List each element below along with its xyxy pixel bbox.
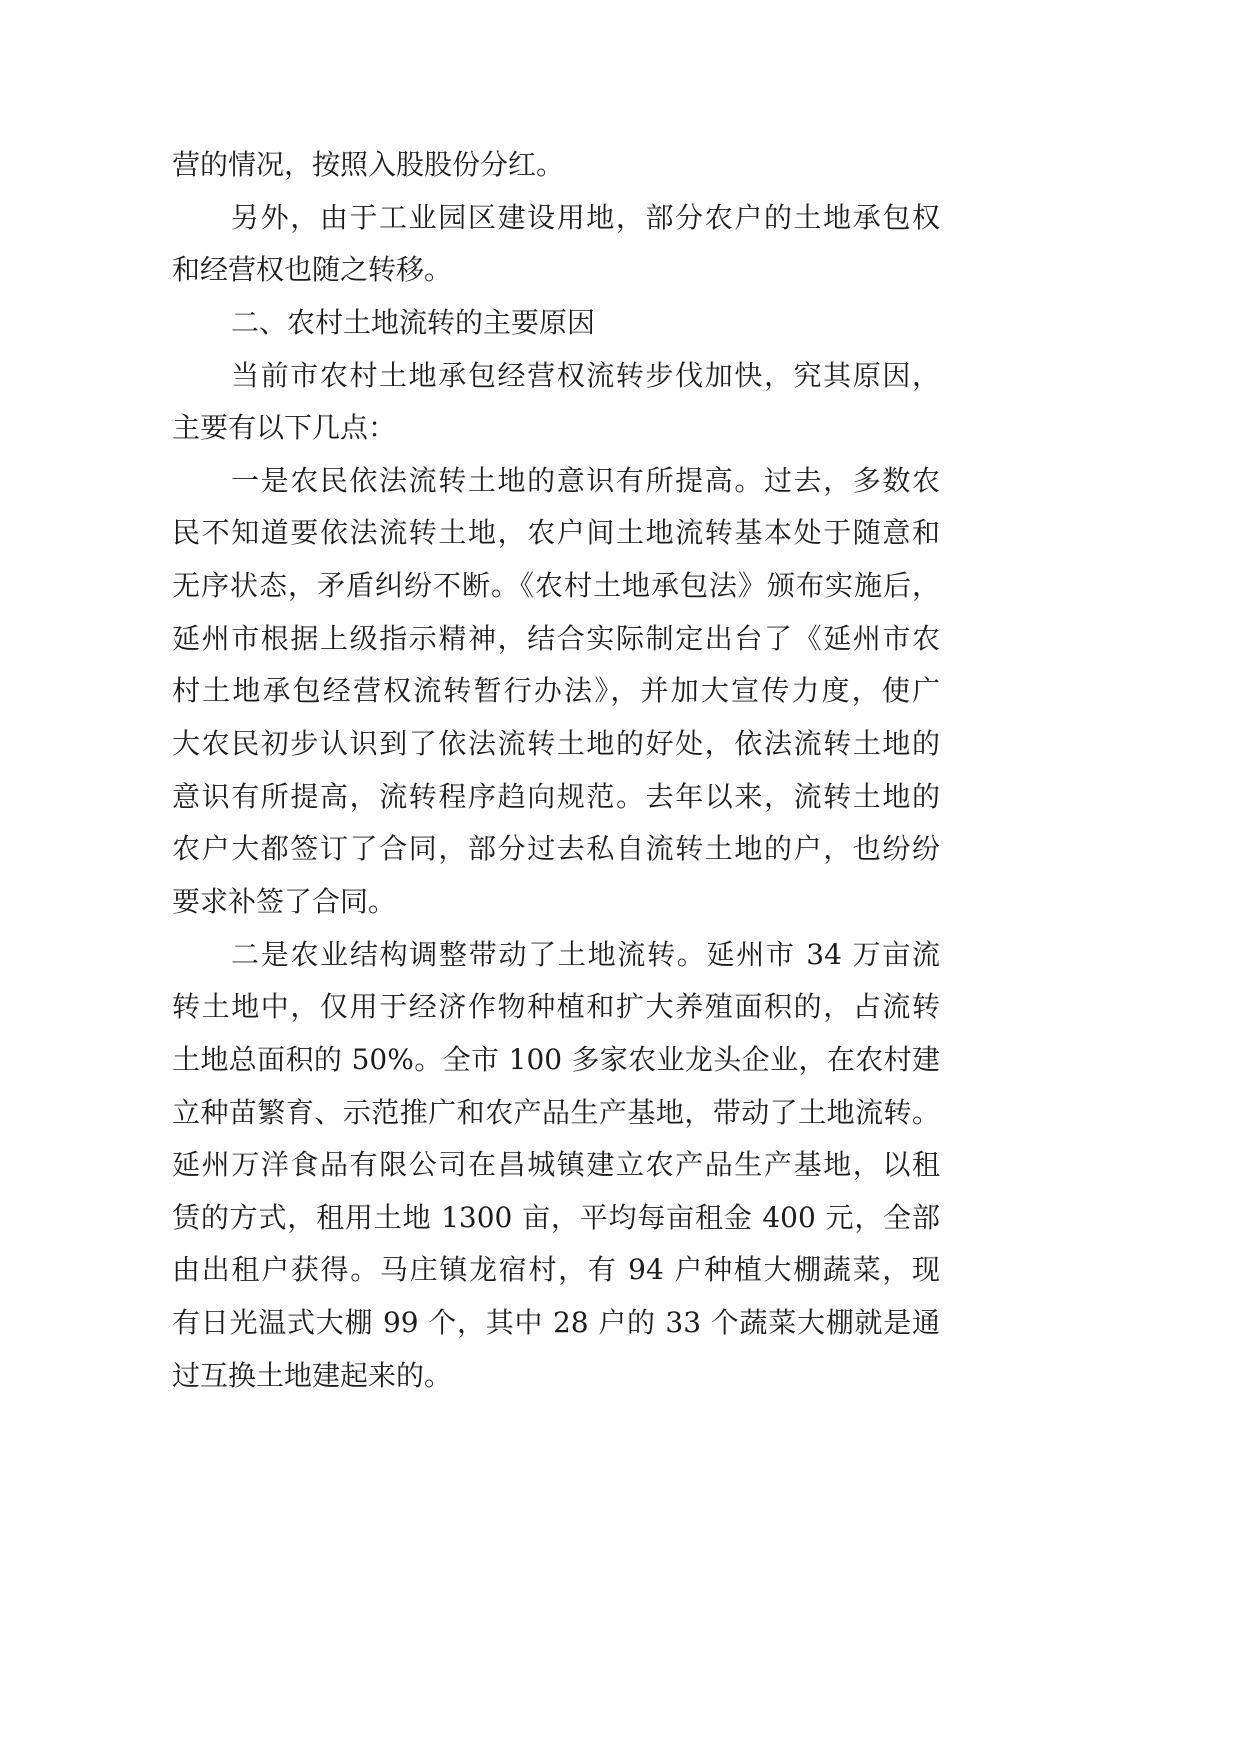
paragraph-continuation [172,139,940,192]
section-heading [172,297,940,350]
text-line: 一是农民依法流转土地的意识有所提高。过去，多数农 [231,463,940,497]
paragraph-intro [172,350,940,455]
text-line: 主要有以下几点： [172,411,397,445]
text-line: 村土地承包经营权流转暂行办法》，并加大宣传力度，使广 [172,674,940,708]
text-line: 另外，由于工业园区建设用地，部分农户的土地承包权 [231,200,940,234]
text-line: 无序状态，矛盾纠纷不断。《农村土地承包法》颁布实施后， [172,569,940,603]
text-line: 土地总面积的 50%。全市 100 多家农业龙头企业，在农村建 [172,1042,940,1076]
paragraph-industrial-land [172,192,940,297]
text-line: 延州市根据上级指示精神，结合实际制定出台了《延州市农 [172,621,940,655]
paragraph-point-two [172,929,940,1403]
text-line: 当前市农村土地承包经营权流转步伐加快，究其原因， [231,358,940,392]
paragraph-point-one [172,455,940,929]
text-line: 要求补签了合同。 [172,884,397,918]
text-line: 意识有所提高，流转程序趋向规范。去年以来，流转土地的 [172,779,940,813]
text-line: 转土地中，仅用于经济作物种植和扩大养殖面积的，占流转 [172,990,940,1024]
heading-line: 二、农村土地流转的主要原因 [231,305,596,339]
document-body [172,139,940,1402]
text-line: 二是农业结构调整带动了土地流转。延州市 34 万亩流 [231,937,940,971]
text-line: 大农民初步认识到了依法流转土地的好处，依法流转土地的 [172,727,940,761]
text-line: 有日光温式大棚 99 个，其中 28 户的 33 个蔬菜大棚就是通 [172,1306,940,1340]
text-line: 农户大都签订了合同，部分过去私自流转土地的户，也纷纷 [172,832,940,866]
text-line: 民不知道要依法流转土地，农户间土地流转基本处于随意和 [172,516,940,550]
text-line: 赁的方式，租用土地 1300 亩，平均每亩租金 400 元，全部 [172,1200,940,1234]
text-line: 过互换土地建起来的。 [172,1358,453,1392]
text-line: 延州万洋食品有限公司在昌城镇建立农产品生产基地，以租 [172,1148,940,1182]
text-line: 和经营权也随之转移。 [172,253,453,287]
text-line: 由出租户获得。马庄镇龙宿村，有 94 户种植大棚蔬菜，现 [172,1253,940,1287]
text-line: 营的情况，按照入股股份分红。 [172,148,565,181]
text-line: 立种苗繁育、示范推广和农产品生产基地，带动了土地流转。 [172,1095,940,1129]
